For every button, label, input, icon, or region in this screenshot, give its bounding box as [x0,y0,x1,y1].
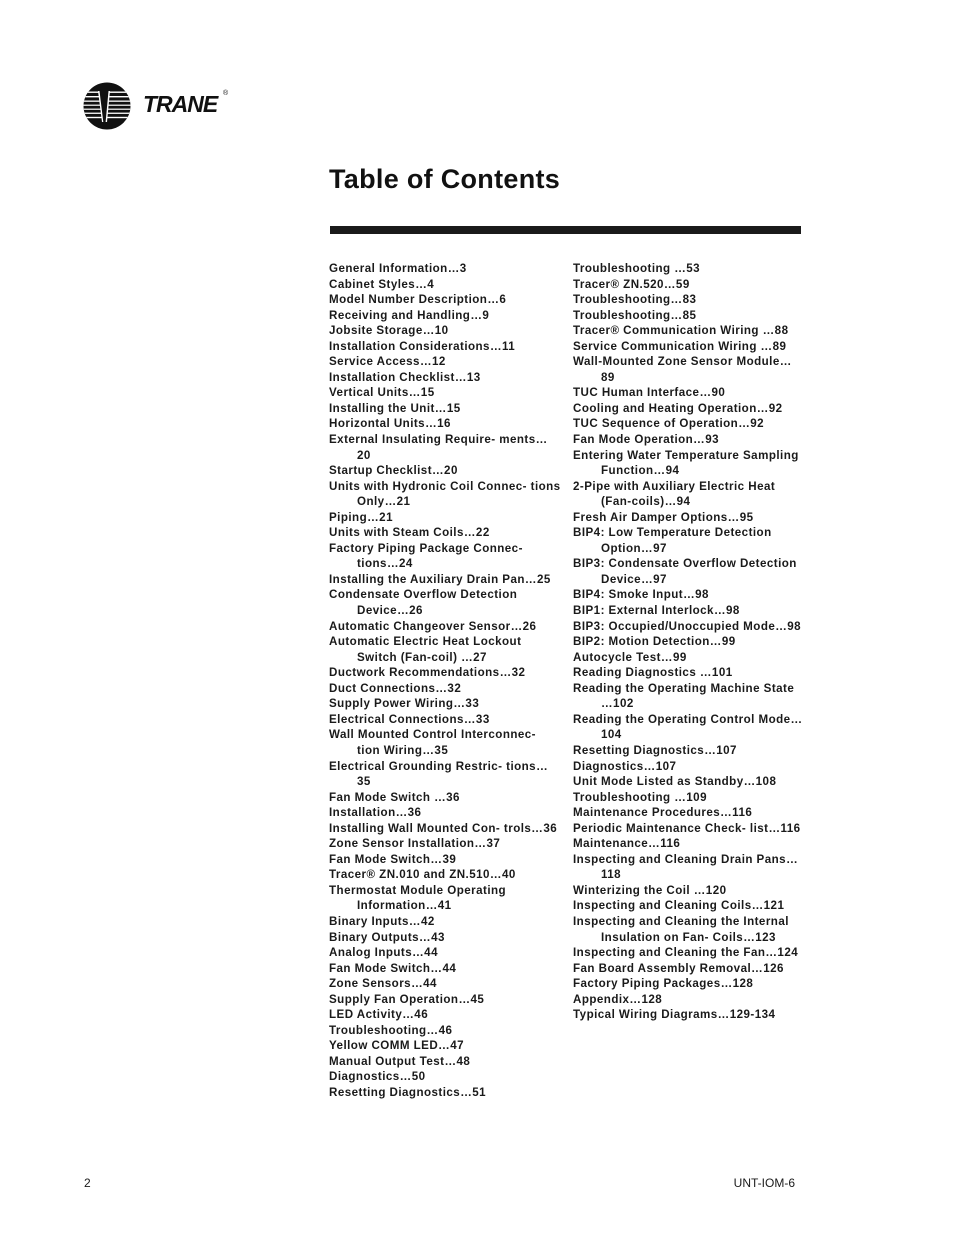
toc-entry: Resetting Diagnostics…51 [329,1085,487,1099]
toc-entry: Diagnostics…107 [573,759,677,773]
toc-entry: External Insulating Require- ments…20 [329,433,548,462]
toc-entry: BIP4: Smoke Input…98 [573,588,709,602]
toc-entry: Installation Checklist…13 [329,370,481,384]
toc-left-column [329,261,561,1101]
toc-entry: Factory Piping Package Connec- tions…24 [329,541,523,571]
toc-entry: BIP4: Low Temperature Detection Option…97 [573,526,772,555]
toc-entry: Troubleshooting …109 [573,790,707,804]
toc-entry: Resetting Diagnostics…107 [573,743,737,757]
trane-circle-logo-icon [83,82,131,130]
document-id: UNT-IOM-6 [733,1176,795,1190]
toc-entry: Fan Mode Switch …36 [329,790,460,804]
toc-entry: Zone Sensors…44 [329,977,437,991]
toc-right-column [573,261,803,1023]
toc-entry: Binary Inputs…42 [329,914,435,928]
toc-entry: Inspecting and Cleaning Coils…121 [573,899,785,913]
toc-entry: Condensate Overflow Detection Device…26 [329,588,518,618]
toc-entry: Factory Piping Packages…128 [573,977,754,991]
toc-entry: Ductwork Recommendations…32 [329,666,526,680]
page-number: 2 [84,1176,91,1190]
toc-entry: 2-Pipe with Auxiliary Electric Heat (Fan-coils)…94 [573,479,776,509]
toc-entry: Tracer® Communication Wiring …88 [573,324,789,338]
toc-entry: Service Communication Wiring …89 [573,339,787,353]
toc-entry: TUC Sequence of Operation…92 [573,417,765,431]
toc-entry: BIP2: Motion Detection…99 [573,635,736,649]
toc-entry: Fan Mode Switch…44 [329,961,457,975]
toc-entry: Jobsite Storage…10 [329,324,449,338]
toc-entry: Fan Mode Operation…93 [573,433,720,447]
toc-entry: Appendix…128 [573,992,663,1006]
toc-entry: Electrical Grounding Restric- tions…35 [329,759,549,789]
toc-entry: Tracer® ZN.520…59 [573,277,690,291]
toc-entry: Installing Wall Mounted Con- trols…36 [329,821,558,835]
toc-entry: Thermostat Module Operating Information…41 [329,883,507,913]
registered-mark: ® [223,90,229,97]
toc-entry: Reading Diagnostics …101 [573,666,733,680]
toc-entry: BIP3: Occupied/Unoccupied Mode…98 [573,619,802,633]
toc-entry: Wall-Mounted Zone Sensor Module…89 [573,355,792,384]
toc-entry: Troubleshooting…46 [329,1023,453,1037]
toc-entry: Fan Mode Switch…39 [329,852,457,866]
toc-entry: Troubleshooting…83 [573,293,697,307]
toc-entry: Reading the Operating Machine State …102 [573,681,795,711]
toc-entry: Fan Board Assembly Removal…126 [573,961,784,975]
toc-entry: TUC Human Interface…90 [573,386,726,400]
toc-entry: Installing the Auxiliary Drain Pan…25 [329,572,551,586]
toc-entry: Tracer® ZN.010 and ZN.510…40 [329,868,516,882]
toc-entry: Receiving and Handling…9 [329,308,490,322]
toc-entry: Model Number Description…6 [329,293,507,307]
toc-entry: General Information…3 [329,262,467,275]
toc-entry: BIP3: Condensate Overflow Detection Device…97 [573,557,797,586]
toc-entry: Analog Inputs…44 [329,946,438,960]
toc-entry: Vertical Units…15 [329,386,435,400]
toc-entry: Inspecting and Cleaning the Fan…124 [573,946,799,960]
toc-entry: Typical Wiring Diagrams…129-134 [573,1008,776,1022]
toc-entry: Winterizing the Coil …120 [573,883,727,897]
toc-entry: Installing the Unit…15 [329,401,461,415]
toc-entry: Manual Output Test…48 [329,1054,471,1068]
toc-entry: Reading the Operating Control Mode…104 [573,712,803,742]
toc-entry: Troubleshooting…85 [573,308,697,322]
toc-entry: Supply Power Wiring…33 [329,697,480,711]
brand-name: TRANE [143,91,218,117]
toc-entry: Duct Connections…32 [329,681,462,695]
toc-entry: Service Access…12 [329,355,446,369]
toc-entry: Autocycle Test…99 [573,650,687,664]
toc-entry: Unit Mode Listed as Standby…108 [573,775,777,789]
toc-entry: Units with Steam Coils…22 [329,526,490,540]
page-title: Table of Contents [329,164,561,194]
toc-entry: Supply Fan Operation…45 [329,992,485,1006]
toc-entry: Piping…21 [329,510,393,524]
toc-entry: Inspecting and Cleaning Drain Pans…118 [573,852,799,882]
title-rule-divider [330,226,801,234]
toc-entry: Cooling and Heating Operation…92 [573,401,783,415]
toc-entry: LED Activity…46 [329,1008,429,1022]
toc-entry: Fresh Air Damper Options…95 [573,510,754,524]
toc-entry: Troubleshooting …53 [573,262,701,275]
toc-entry: Diagnostics…50 [329,1070,426,1084]
toc-entry: Horizontal Units…16 [329,417,451,431]
toc-entry: Maintenance…116 [573,837,681,851]
toc-entry: Units with Hydronic Coil Connec- tions Only…21 [329,479,561,509]
toc-entry: Automatic Changeover Sensor…26 [329,619,537,633]
toc-entry: Startup Checklist…20 [329,464,458,478]
toc-entry: Cabinet Styles…4 [329,277,435,291]
toc-entry: Binary Outputs…43 [329,930,445,944]
toc-entry: Installation Considerations…11 [329,339,516,353]
toc-entry: Automatic Electric Heat Lockout Switch (Fan-coil) …27 [329,635,522,664]
toc-entry: Entering Water Temperature Sampling Function…94 [573,448,799,478]
trane-logo [83,82,323,134]
toc-entry: Electrical Connections…33 [329,712,490,726]
toc-entry: BIP1: External Interlock…98 [573,604,740,618]
toc-entry: Wall Mounted Control Interconnec- tion Wiring…35 [329,728,536,757]
toc-entry: Periodic Maintenance Check- list…116 [573,821,801,835]
toc-entry: Inspecting and Cleaning the Internal Insulation on Fan- Coils…123 [573,914,789,944]
toc-entry: Installation…36 [329,806,422,820]
toc-entry: Yellow COMM LED…47 [329,1039,465,1053]
toc-entry: Maintenance Procedures…116 [573,806,753,820]
toc-entry: Zone Sensor Installation…37 [329,837,501,851]
